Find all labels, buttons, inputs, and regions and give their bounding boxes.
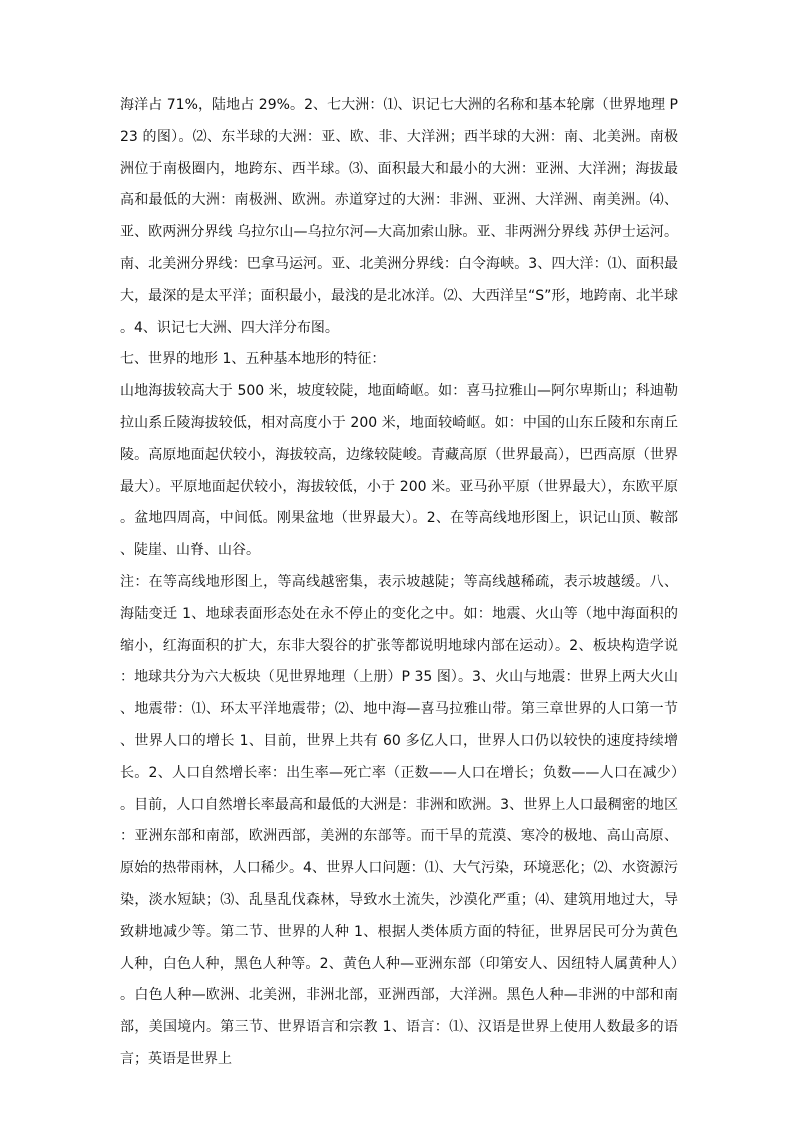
paragraph-continents-oceans: 海洋占 71%，陆地占 29%。2、七大洲：⑴、识记七大洲的名称和基本轮廓（世界地理 P 23 的图）。⑵、东半球的大洲：亚、欧、非、大洋洲；西半球的大洲：南、北美洲。南极洲位于南极圈内，地跨东、西半球。⑶、面积最大和最小的大洲：亚洲、大洋洲；海拔最高和最低的大洲：南极洲、欧洲。赤道穿过的大洲：非洲、亚洲、大洋洲、南美洲。⑷、亚、欧两洲分界线 乌拉尔山—乌拉尔河—大高加索山脉。亚、非两洲分界线 苏伊士运河。南、北美洲分界线：巴拿马运河。亚、北美洲分界线：白令海峡。3、四大洋：⑴、面积最大，最深的是太平洋；面积最小，最浅的是北冰洋。⑵、大西洋呈“S”形，地跨南、北半球。4、识记七大洲、四大洋分布图。 [120,97,678,336]
paragraph-land-sea-population: 注：在等高线地形图上，等高线越密集，表示坡越陡；等高线越稀疏，表示坡越缓。八、海陆变迁 1、地球表面形态处在永不停止的变化之中。如：地震、火山等（地中海面积的缩小，红海面积的扩大，东非大裂谷的扩张等都说明地球内部在运动）。2、板块构造学说：地球共分为六大板块（见世界地理（上册）P 35 图）。3、火山与地震：世界上两大火山、地震带：⑴、环太平洋地震带；⑵、地中海—喜马拉雅山带。第三章世界的人口第一节、世界人口的增长 1、目前，世界上共有 60 多亿人口，世界人口仍以较快的速度持续增长。2、人口自然增长率：出生率—死亡率（正数——人口在增长；负数——人口在减少）。目前，人口自然增长率最高和最低的大洲是：非洲和欧洲。3、世界上人口最稠密的地区：亚洲东部和南部，欧洲西部，美洲的东部等。而干旱的荒漠、寒冷的极地、高山高原、原始的热带雨林，人口稀少。4、世界人口问题：⑴、大气污染，环境恶化；⑵、水资源污染，淡水短缺；⑶、乱垦乱伐森林，导致水土流失，沙漠化严重；⑷、建筑用地过大，导致耕地减少等。第二节、世界的人种 1、根据人类体质方面的特征，世界居民可分为黄色人种，白色人种，黑色人种等。2、黄色人种—亚洲东部（印第安人、因纽特人属黄种人）。白色人种—欧洲、北美洲，非洲北部，亚洲西部，大洋洲。黑色人种—非洲的中部和南部，美国境内。第三节、世界语言和宗教 1、语言：⑴、汉语是世界上使用人数最多的语言；英语是世界上 [120,573,678,1067]
document-page [120,90,678,1076]
paragraph-landform-features: 山地海拔较高大于 500 米，坡度较陡，地面崎岖。如：喜马拉雅山—阿尔卑斯山；科迪勒拉山系丘陵海拔较低，相对高度小于 200 米，地面较崎岖。如：中国的山东丘陵和东南丘陵。高原地面起伏较小，海拔较高，边缘较陡峻。青藏高原（世界最高），巴西高原（世界最大）。平原地面起伏较小，海拔较低，小于 200 米。亚马孙平原（世界最大），东欧平原。盆地四周高，中间低。刚果盆地（世界最大）。2、在等高线地形图上，识记山顶、鞍部、陡崖、山脊、山谷。 [120,383,678,559]
paragraph-landform-heading: 七、世界的地形 1、五种基本地形的特征： [120,351,386,368]
